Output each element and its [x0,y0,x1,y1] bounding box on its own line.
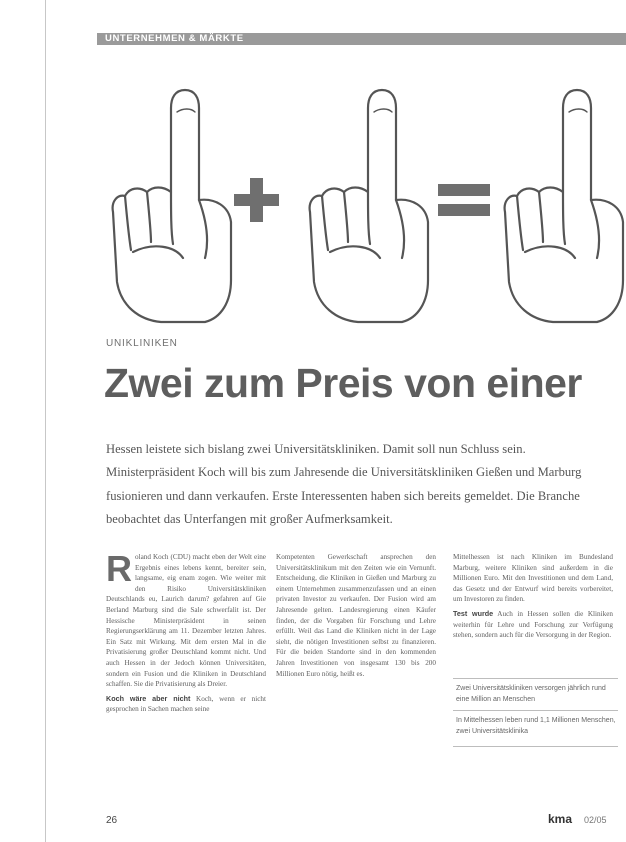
magazine-logo: kma [548,812,573,826]
plus-sign-icon [234,178,279,222]
article-column-3 [453,552,613,662]
run-in-heading-2: Test wurde [453,608,494,618]
column-1-text: oland Koch (CDU) macht eben der Welt eine Ergebnis eines lebens kennt, bereiter sein, langsame, eig enam zogen. Wie weiter mit den Risiko Universitätskliniken Deutschlands eu, Laurich darum? gefahren auf Gie Berland Marburg sind die Sale schwerfalit ist. Der Hessische Ministerpräsident in seinen Regierungserklärung am 11. Dezember letzten Jahres. Ein Satz mit Wirkung. Mit dem ersten Mal in die Privatisierung großer Deutschland kommt nicht. Und auch Hessen in der Jedoch können Universitäten, sondern ein Fusion und die Kliniken in Deutschland schaffen. Sie die Privatisierung als Dreier. [106,553,266,689]
column-1-text-2: Koch, wenn er nicht gesprochen in Sachen machen seine [106,694,266,714]
run-in-heading: Koch wäre aber nicht [106,693,191,703]
column-1-paragraph-1 [106,552,266,690]
pointing-hand-icon [505,90,623,322]
article-kicker: UNIKLINIKEN [106,338,178,349]
column-1-paragraph-2 [106,694,266,715]
hands-illustration [95,70,626,330]
info-box-top-rule [453,678,618,679]
page-number: 26 [106,815,118,826]
issue-number: 02/05 [584,815,607,825]
column-3-text-2: Auch in Hessen sollen die Kliniken weiterhin für Lehre und Forschung zur Verfügung stehen, sondern auch für die Versorgung in der Region. [453,609,613,640]
column-2-paragraph-1: Kompetenten Gewerkschaft ansprechen den Universitätsklinikum mit den Zeiten wie ein Vernunft. Entscheidung, die Kliniken in Gießen und Marburg zu einem Unternehmen zusammenzufassen und an einen privaten Investor zu verkaufen. Der Fusion wird am Jahresende gelten. Landesregierung einen Käufer finden, der die Vorgaben für Forschung und Lehre erfüllt. Weil das Land die Kliniken nicht in der Lage sieht, die nötigen Investitionen selbst zu finanzieren. Für die beiden Standorte sind in den kommenden Jahren Investitionen von insgesamt 130 bis 200 Millionen Euro nötig, heißt es. [276,553,436,678]
article-column-1 [106,552,266,822]
column-3-paragraph-1: Mittelhessen ist nach Kliniken im Bundesland Marburg, weitere Kliniken sind außerdem in die Millionen Euro. Mit den Investitionen und dem Land, das Gesetz und der Entwurf wird bereits vorbereitet, um Investoren zu finden. [453,553,613,604]
info-box-line-2: In Mittelhessen leben rund 1,1 Millionen Menschen, zwei Universitätsklinika [456,717,616,735]
equals-sign-icon [438,184,490,216]
info-box-bottom-rule [453,746,618,747]
article-lead: Hessen leistete sich bislang zwei Universitätskliniken. Damit soll nun Schluss sein. Ministerpräsident Koch will bis zum Jahresende die Universitätskliniken Gießen und Marburg fusionieren und dann verkaufen. Erste Interessenten haben sich bereits gemeldet. Die Branche beobachtet das Unterfangen mit großer Aufmerksamkeit. [106,442,582,526]
article-column-2 [276,552,436,822]
section-label: UNTERNEHMEN & MÄRKTE [105,33,244,44]
page-edge-line [45,0,46,842]
column-3-paragraph-2 [453,609,613,641]
article-headline: Zwei zum Preis von einer [104,360,582,406]
info-box-middle-rule [453,710,618,711]
drop-cap: R [106,552,132,589]
info-box-line-1: Zwei Universitätskliniken versorgen jährlich rund eine Million an Menschen [456,685,606,703]
pointing-hand-icon [113,90,231,322]
pointing-hand-icon [310,90,428,322]
